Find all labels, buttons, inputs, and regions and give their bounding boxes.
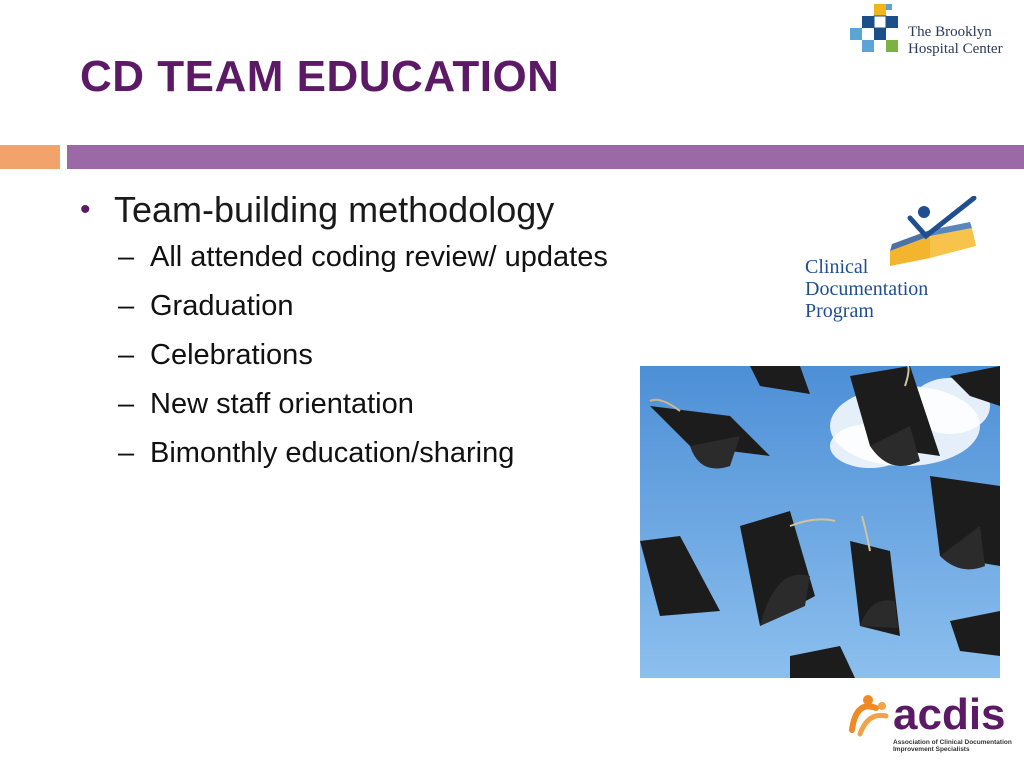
sub-bullet: – New staff orientation: [118, 388, 414, 420]
acdis-logo-word: acdis: [893, 690, 1006, 739]
sub-bullet-list: [118, 238, 640, 472]
accent-bar-orange: [0, 145, 60, 169]
slide-title: CD TEAM EDUCATION: [80, 52, 560, 101]
graduation-caps-photo: [640, 366, 1000, 678]
brooklyn-hospital-name: The Brooklyn Hospital Center: [908, 24, 1003, 57]
acdis-tagline: Association of Clinical Documentation Improvement Specialists: [893, 739, 1012, 753]
bullet-marker: •: [80, 193, 91, 226]
sub-bullet: – Graduation: [118, 290, 294, 322]
sub-bullet: – Bimonthly education/sharing: [118, 437, 515, 469]
sub-bullet: – Celebrations: [118, 339, 313, 371]
bullet-main: [80, 188, 640, 232]
bullet-list: [80, 188, 640, 483]
cdp-logo-text: Clinical Documentation Program: [805, 256, 929, 322]
sub-bullet: – All attended coding review/ updates: [118, 241, 608, 273]
bullet-text: Team-building methodology: [114, 189, 555, 230]
accent-bar-purple: [67, 145, 1024, 169]
figure-swirl-icon: [846, 690, 896, 740]
